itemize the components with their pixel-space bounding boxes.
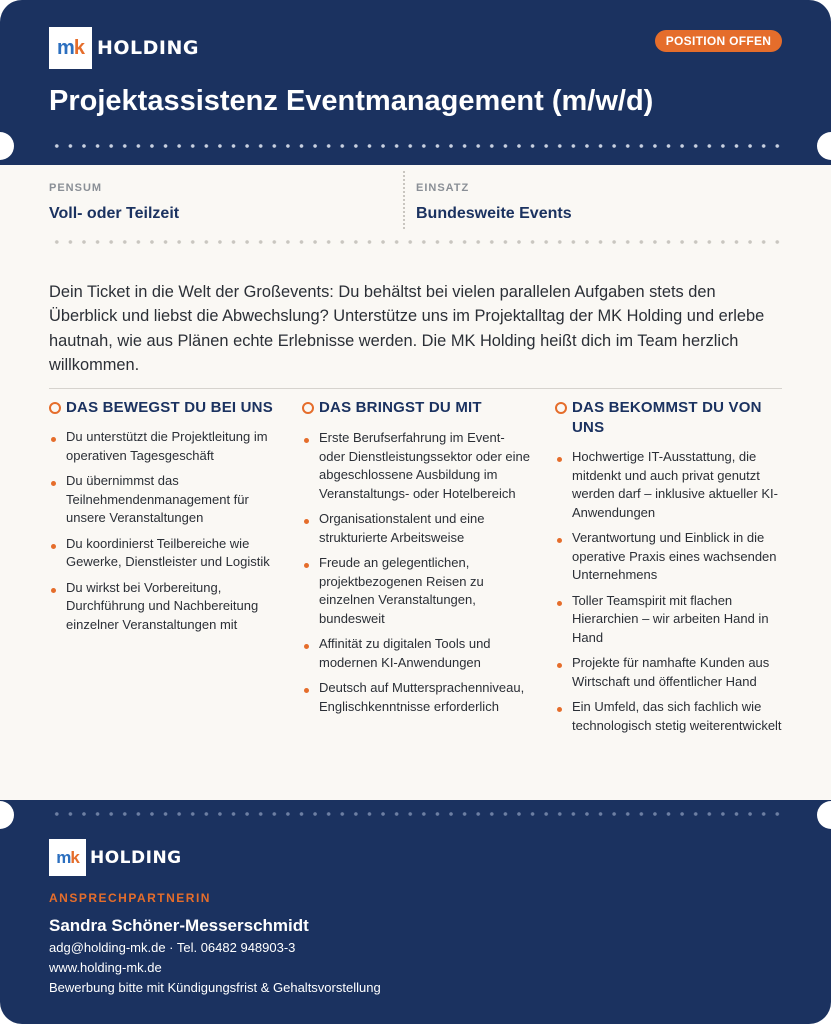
list-item-text: Projekte für namhafte Kunden aus Wirtschaft und öffentlicher Hand — [572, 655, 770, 689]
list-item — [49, 428, 279, 465]
ring-icon — [302, 402, 314, 414]
contact-website[interactable]: www.holding-mk.de — [49, 960, 162, 975]
list-item-text: Freude an gelegentlichen, projektbezogenen Reisen zu einzelnen Veranstaltungen, bundesweit — [319, 555, 484, 626]
list-item-text: Hochwertige IT-Ausstattung, die mitdenkt und auch privat genutzt werden darf – inklusive aktueller KI-Anwendungen — [572, 449, 778, 520]
list-item-text: Deutsch auf Muttersprachenniveau, Englischkenntnisse erforderlich — [319, 680, 525, 714]
logo-mark — [49, 839, 86, 876]
column-heading — [555, 398, 785, 438]
list-item — [555, 654, 785, 691]
column-heading — [302, 398, 532, 418]
list-item — [302, 554, 532, 628]
bullet-icon — [304, 644, 309, 649]
list-item — [555, 448, 785, 522]
perforation-divider — [50, 812, 782, 816]
intro-text: Dein Ticket in die Welt der Großevents: Du behältst bei vielen parallelen Aufgaben stets den Überblick und liebst die Abwechslung? Unterstütze uns im Projektalltag der MK Holding und erlebe hautnah, wie aus Plänen echte Erlebnisse werden. Die MK Holding heißt dich im Team herzlich willkommen. — [49, 283, 765, 374]
list-item-text: Erste Berufserfahrung im Event- oder Dienstleistungssektor oder eine abgeschlossene Ausbildung im Veranstaltungs- oder Hotelbereich — [319, 430, 531, 501]
bullet-icon — [304, 688, 309, 693]
bullet-icon — [304, 519, 309, 524]
pensum-value: Voll- oder Teilzeit — [49, 205, 180, 222]
logo-text: HOLDING — [90, 847, 182, 868]
logo-letter-m: m — [56, 847, 71, 867]
bullet-icon — [51, 588, 56, 593]
ring-icon — [49, 402, 61, 414]
list-item — [555, 529, 785, 585]
list-item — [555, 592, 785, 648]
list-item-text: Toller Teamspirit mit flachen Hierarchien – wir arbeiten Hand in Hand — [572, 592, 769, 645]
tasks-column — [49, 398, 279, 641]
logo-mark — [49, 27, 92, 69]
requirements-column — [302, 398, 532, 723]
logo-letter-k: k — [73, 36, 84, 59]
list-item-text: Verantwortung und Einblick in die operative Praxis eines wachsenden Unternehmens — [572, 530, 777, 582]
column-title: DAS BEKOMMST DU VON UNS — [572, 399, 762, 436]
contact-name: Sandra Schöner-Messerschmidt — [49, 916, 309, 935]
list-item — [49, 579, 279, 635]
bullet-icon — [51, 544, 56, 549]
contact-label: ANSPRECHPARTNERIN — [49, 891, 211, 905]
contact-email-phone[interactable]: adg@holding-mk.de · Tel. 06482 948903-3 — [49, 940, 296, 955]
list-item-text: Ein Umfeld, das sich fachlich wie technologisch stetig weiterentwickelt — [572, 699, 782, 733]
column-title: DAS BRINGST DU MIT — [319, 399, 482, 416]
einsatz-label: EINSATZ — [416, 182, 470, 194]
list-item — [49, 535, 279, 572]
column-heading — [49, 398, 279, 418]
header-band — [0, 0, 831, 165]
bullet-icon — [557, 663, 562, 668]
section-divider — [49, 388, 782, 389]
bullet-icon — [304, 438, 309, 443]
list-item — [302, 635, 532, 672]
bullet-icon — [557, 601, 562, 606]
bullet-icon — [557, 538, 562, 543]
footer-logo — [49, 839, 182, 876]
column-title: DAS BEWEGST DU BEI UNS — [66, 399, 273, 416]
bullet-list — [555, 448, 785, 735]
bullet-icon — [304, 563, 309, 568]
ring-icon — [555, 402, 567, 414]
list-item — [49, 472, 279, 528]
dotted-divider — [50, 240, 782, 244]
bullet-list — [49, 428, 279, 634]
list-item-text: Du übernimmst das Teilnehmendenmanagement für unsere Veranstaltungen — [66, 473, 249, 525]
status-badge: POSITION OFFEN — [655, 30, 782, 52]
bullet-icon — [557, 457, 562, 462]
list-item — [302, 510, 532, 547]
einsatz-value: Bundesweite Events — [416, 205, 572, 222]
list-item-text: Organisationstalent und eine strukturierte Arbeitsweise — [319, 511, 485, 545]
logo-letter-k: k — [70, 847, 79, 867]
company-logo — [49, 27, 199, 69]
bullet-list — [302, 429, 532, 716]
logo-text: HOLDING — [97, 37, 199, 59]
benefits-column — [555, 398, 785, 742]
list-item-text: Affinität zu digitalen Tools und modernen KI-Anwendungen — [319, 636, 491, 670]
bullet-icon — [557, 707, 562, 712]
perforation-divider — [50, 144, 782, 148]
meta-divider — [403, 171, 405, 229]
list-item-text: Du unterstützt die Projektleitung im operativen Tagesgeschäft — [66, 429, 268, 463]
pensum-label: PENSUM — [49, 182, 103, 194]
application-note: Bewerbung bitte mit Kündigungsfrist & Gehaltsvorstellung — [49, 980, 381, 995]
list-item-text: Du koordinierst Teilbereiche wie Gewerke, Dienstleister und Logistik — [66, 535, 270, 569]
list-item — [302, 429, 532, 503]
bullet-icon — [51, 481, 56, 486]
bullet-icon — [51, 437, 56, 442]
list-item — [302, 679, 532, 716]
list-item — [555, 698, 785, 735]
logo-letter-m: m — [57, 36, 74, 59]
list-item-text: Du wirkst bei Vorbereitung, Durchführung und Nachbereitung einzelner Veranstaltungen mit — [66, 579, 259, 632]
job-title: Projektassistenz Eventmanagement (m/w/d) — [49, 85, 654, 117]
